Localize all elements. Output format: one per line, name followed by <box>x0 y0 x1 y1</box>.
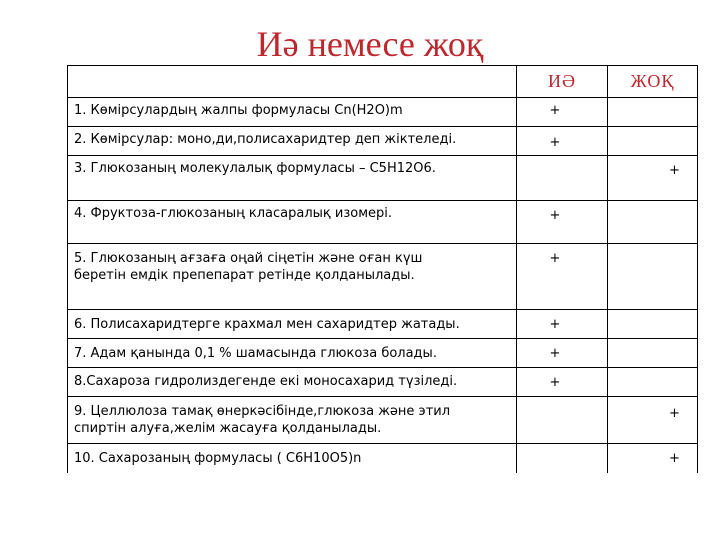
no-mark <box>608 368 698 397</box>
header-statement <box>68 66 517 98</box>
yes-mark <box>517 444 608 473</box>
no-mark: + <box>608 397 698 444</box>
yes-mark: + <box>517 368 608 397</box>
no-mark <box>608 98 698 127</box>
no-mark <box>608 244 698 310</box>
yes-mark: + <box>517 339 608 368</box>
statement-cell: 9. Целлюлоза тамақ өнеркәсібінде,глюкоза және этил спиртін алуға,желім жасауға қолданылады. <box>68 397 517 444</box>
statement-cell: 10. Сахарозаның формуласы ( С6Н10О5)n <box>68 444 517 473</box>
table-row <box>68 156 698 201</box>
table-header-row <box>68 66 698 98</box>
no-mark: + <box>608 444 698 473</box>
statement-cell: 4. Фруктоза-глюкозаның класаралық изомері. <box>68 201 517 244</box>
slide-title: Иә немесе жоқ <box>256 24 484 64</box>
no-mark <box>608 310 698 339</box>
statement-cell: 1. Көмірсулардың жалпы формуласы Сn(H2O)m <box>68 98 517 127</box>
statement-cell: 3. Глюкозаның молекулалық формуласы – С5Н12О6. <box>68 156 517 201</box>
table-row <box>68 368 698 397</box>
yes-mark: + <box>517 127 608 156</box>
table-row <box>68 127 698 156</box>
statement-cell: 5. Глюкозаның ағзаға оңай сіңетін және оған күш беретін емдік препепарат ретінде қолданылады. <box>68 244 517 310</box>
table-row <box>68 98 698 127</box>
statement-cell: 8.Сахароза гидролиздегенде екі моносахарид түзіледі. <box>68 368 517 397</box>
yes-mark: + <box>517 244 608 310</box>
header-no: ЖОҚ <box>608 66 698 98</box>
yes-no-table <box>67 65 698 473</box>
no-mark <box>608 339 698 368</box>
header-yes: ИӘ <box>517 66 608 98</box>
table-row <box>68 201 698 244</box>
no-mark: + <box>608 156 698 201</box>
table-row <box>68 397 698 444</box>
table-row <box>68 444 698 473</box>
yes-mark: + <box>517 201 608 244</box>
table-row <box>68 310 698 339</box>
table-row <box>68 339 698 368</box>
yes-mark: + <box>517 98 608 127</box>
statement-cell: 7. Адам қанында 0,1 % шамасында глюкоза болады. <box>68 339 517 368</box>
table-row <box>68 244 698 310</box>
statement-cell: 6. Полисахаридтерге крахмал мен сахаридтер жатады. <box>68 310 517 339</box>
yes-mark <box>517 156 608 201</box>
yes-mark <box>517 397 608 444</box>
no-mark <box>608 127 698 156</box>
yes-mark: + <box>517 310 608 339</box>
no-mark <box>608 201 698 244</box>
statement-cell: 2. Көмірсулар: моно,ди,полисахаридтер деп жіктеледі. <box>68 127 517 156</box>
